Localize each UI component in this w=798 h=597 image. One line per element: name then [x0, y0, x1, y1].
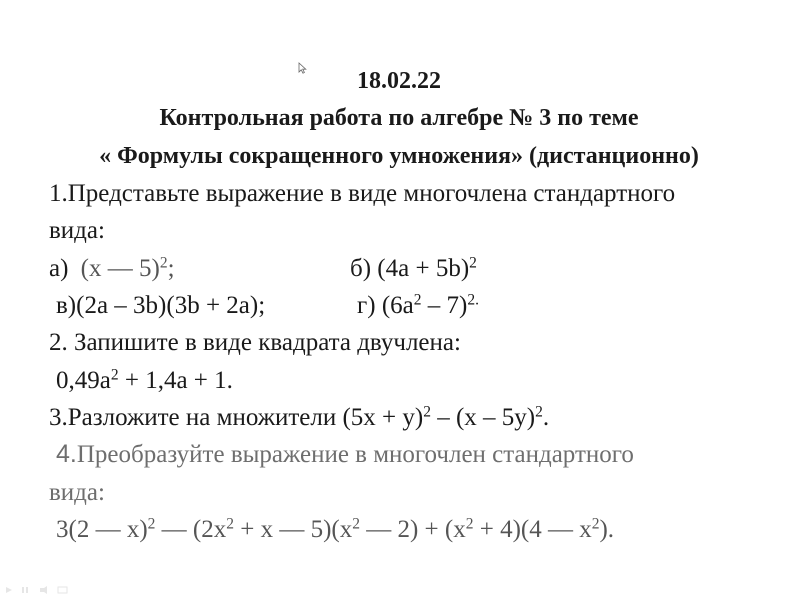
- task2-expression: $0,49а^2 + 1,4а + 1$.: [56, 366, 233, 394]
- document-title: Контрольная работа по алгебре № 3 по теме: [159, 105, 639, 131]
- task1-item-v: [56, 293, 265, 318]
- item-a-label: а): [49, 255, 69, 282]
- item-g-expression: $(6а^2 - 7)^{2.}$: [381, 291, 479, 319]
- task1-line2: вида:: [49, 217, 105, 244]
- task1-item-g: [357, 293, 479, 318]
- item-v-label: в): [56, 292, 77, 319]
- item-g-label: г): [357, 292, 376, 319]
- document-subtitle: « Формулы сокращенного умножения» (дистанционно): [99, 143, 699, 169]
- task4-line1: 4.Преобразуйте выражение в многочлен стандартного: [56, 440, 634, 468]
- player-controls-icon[interactable]: [2, 584, 72, 596]
- task1-item-b: [350, 256, 477, 281]
- task3-line: 3.Разложите на множители $(5х + у)^2 - (х - 5у)^2$.: [49, 403, 550, 431]
- task4-expression: 3(2 — х)$^2$ — ($2х^2 + х$ — $5)(х^2$ — $2) + (х^2 + 4)(4$ — $х^2$).: [56, 515, 615, 543]
- document-date: 18.02.22: [357, 68, 441, 94]
- item-b-expression: $(4а + 5b)^2$: [377, 254, 477, 282]
- task4-line2: вида:: [49, 479, 105, 506]
- task1-line1: 1.Представьте выражение в виде многочлена стандартного: [49, 180, 676, 207]
- task4-number: 4.: [56, 440, 77, 468]
- item-a-expression: (х — 5)$^2$;: [80, 254, 175, 282]
- task1-item-a: [49, 256, 175, 281]
- item-b-label: б): [350, 255, 372, 282]
- task2-line1: 2. Запишите в виде квадрата двучлена:: [49, 329, 461, 356]
- item-v-expression: (2а – 3b)(3b + 2а);: [76, 292, 266, 319]
